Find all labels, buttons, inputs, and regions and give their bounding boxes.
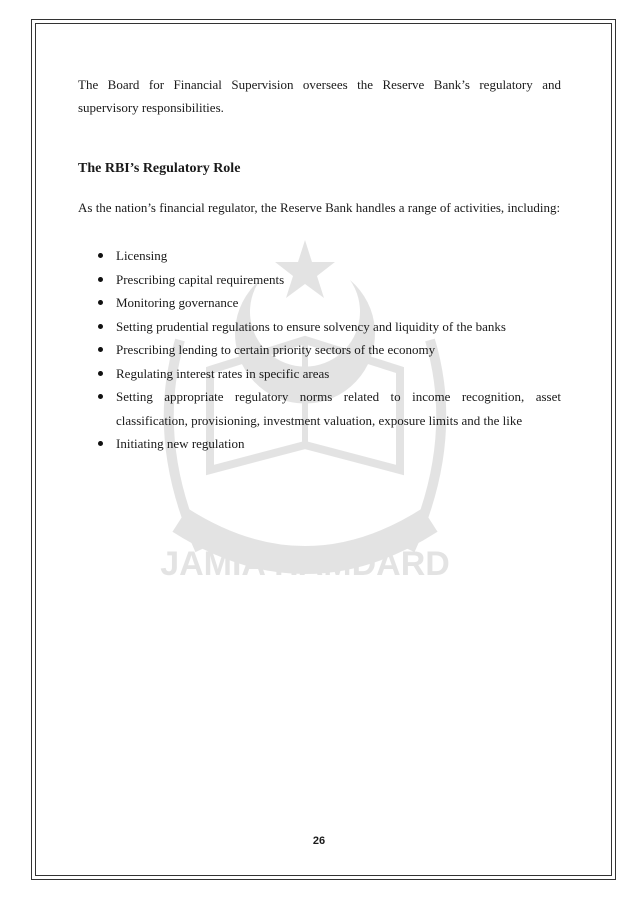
list-item: Prescribing capital requirements [78,268,561,292]
bullet-icon [98,277,103,282]
list-item: Setting appropriate regulatory norms related to income recognition, asset classification, provisioning, investment valuation, exposure limits and the like [78,385,561,432]
list-item: Setting prudential regulations to ensure solvency and liquidity of the banks [78,315,561,339]
list-item: Regulating interest rates in specific areas [78,362,561,386]
activities-list [78,244,561,456]
bullet-icon [98,324,103,329]
page-number: 26 [312,835,326,847]
svg-text:JAMIA HAMDARD: JAMIA HAMDARD [160,545,450,583]
bullet-icon [98,347,103,352]
list-item: Prescribing lending to certain priority sectors of the economy [78,338,561,362]
bullet-icon [98,371,103,376]
section-heading: The RBI’s Regulatory Role [78,161,241,176]
body-text [78,73,561,119]
bullet-icon [98,253,103,258]
intro-paragraph: The Board for Financial Supervision oversees the Reserve Bank’s regulatory and supervisory responsibilities. [78,77,561,115]
bullet-icon [98,394,103,399]
bullet-icon [98,300,103,305]
list-item: Monitoring governance [78,291,561,315]
section-intro [78,196,561,219]
section-paragraph: As the nation’s financial regulator, the Reserve Bank handles a range of activities, including: [78,200,561,215]
list-item: Initiating new regulation [78,432,561,456]
bullet-icon [98,441,103,446]
list-item: Licensing [78,244,561,268]
